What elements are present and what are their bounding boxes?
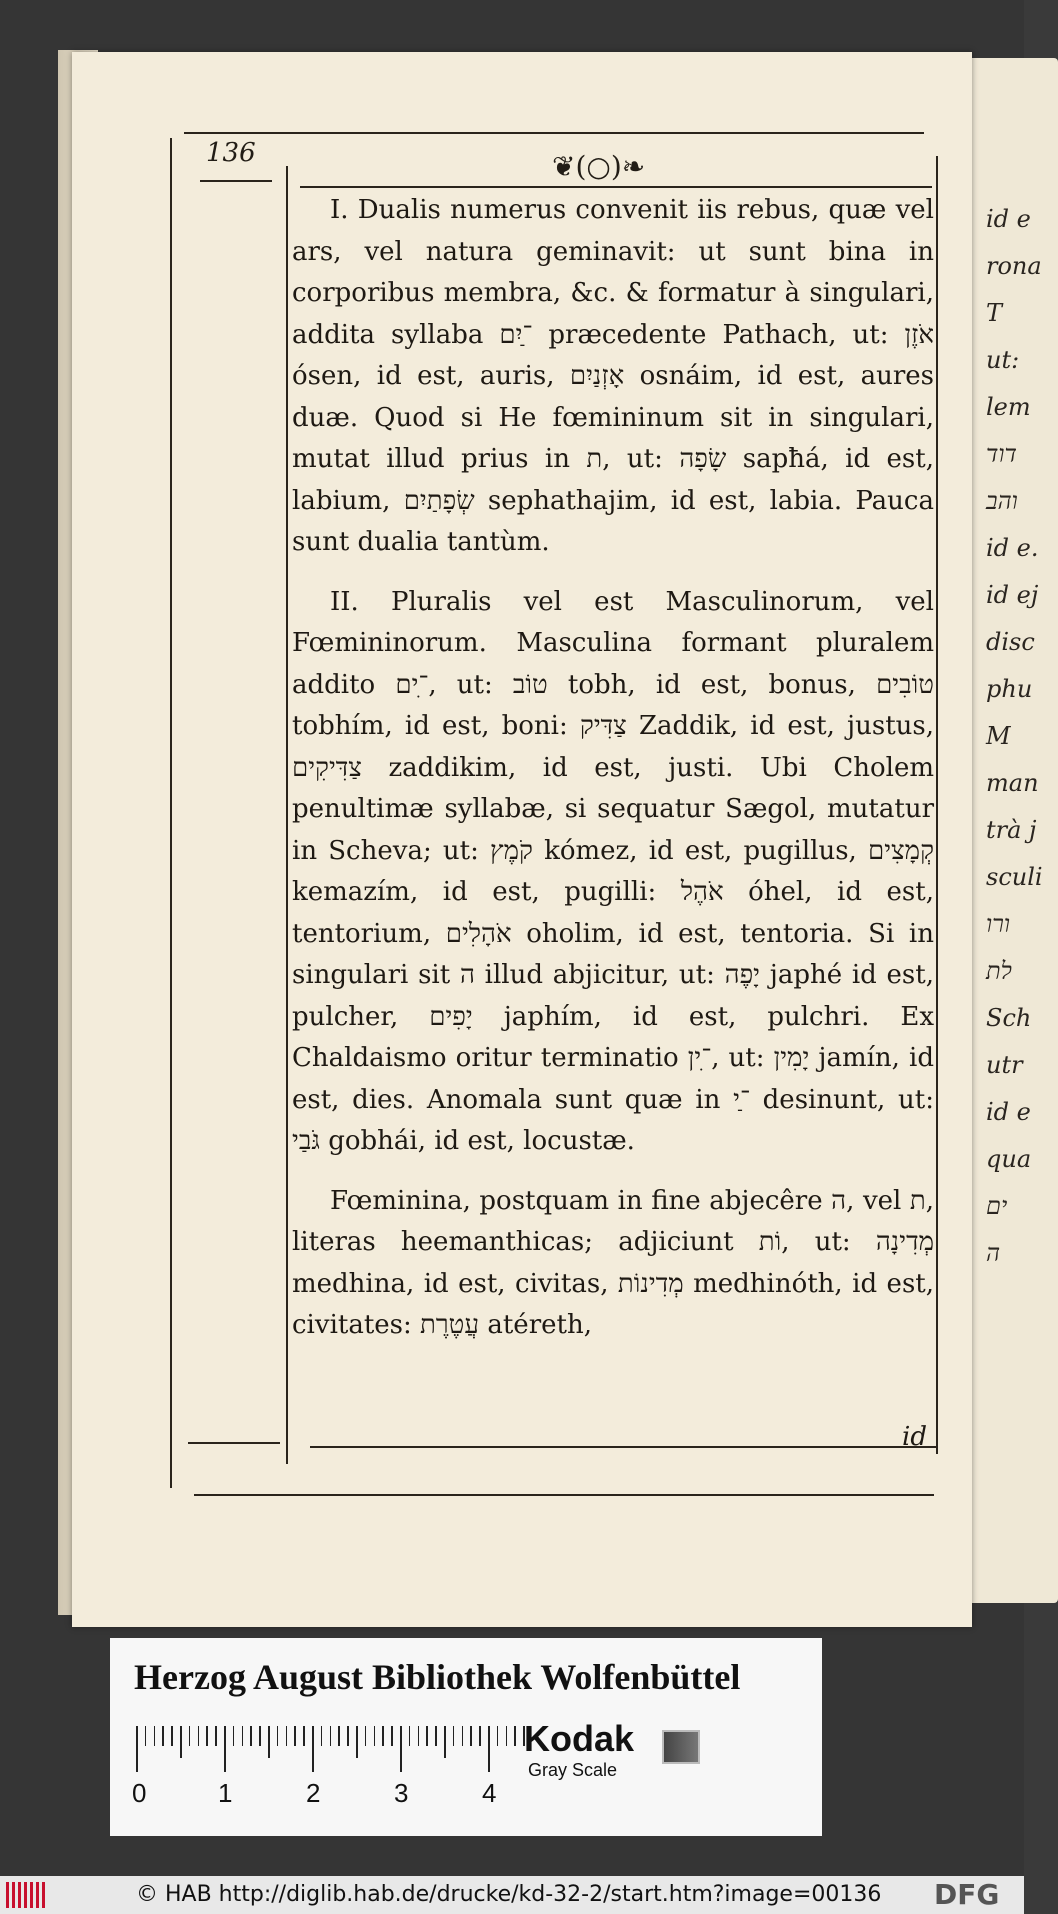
- header-ornament: ❦(○)❧: [552, 150, 646, 183]
- facing-page-fragment: utr: [986, 1051, 1023, 1079]
- paragraph-pluralis: II. Pluralis vel est Masculinorum, vel Fœmininorum. Masculina formant pluralem addito ־ִים, ut: טוֹב tobh, id est, bonus, טוֹבִים tobhím, id est, boni: צַדִּיק Zaddik, id est, justus, צַדִּיקִים zaddikim, id est, justi. Ubi Cholem penultimæ syllabæ, si sequatur Sægol, mutatur in Scheva; ut: קֹמֶץ kómez, id est, pugillus, קְמָצִים kemazím, id est, pugilli: אֹהֶל óhel, id est, tentorium, אֹהָלִים oholim, id est, tentoria. Si in singulari sit ה illud abjicitur, ut: יָפֶה japhé id est, pulcher, יָפִים japhím, id est, pulchri. Ex Chaldaismo oritur terminatio ־ִין, ut: יָמִין jamín, id est, dies. Anomala sunt quæ in ־ַי desinunt, ut: גֹּבַי gobhái, id est, locustæ.: [292, 586, 935, 1156]
- ruler-tick: [180, 1726, 182, 1758]
- ruler-tick: [259, 1726, 261, 1746]
- ruler-tick: [409, 1726, 411, 1746]
- kodak-brand: Kodak: [524, 1718, 635, 1759]
- library-stamp-card: [110, 1638, 822, 1836]
- ruler-tick: [497, 1726, 499, 1746]
- ruler-tick: [330, 1726, 332, 1746]
- facing-page-fragment: והב: [986, 487, 1018, 515]
- ruler-number: 2: [306, 1778, 321, 1808]
- facing-page-fragment: Sch: [986, 1004, 1032, 1032]
- main-text: [292, 190, 934, 1355]
- paragraph-foeminina: Fœminina, postquam in fine abjecêre ה, vel ת, literas heemanthicas; adjiciunt וֹת, ut: מְדִינָה medhina, id est, civitas, מְדִינוֹת medhinóth, id est, civitates: עֲטֶרֶת atéreth,: [292, 1185, 935, 1340]
- ruler-tick: [162, 1726, 164, 1746]
- frame-left-rule: [170, 138, 172, 1488]
- ruler-tick: [338, 1726, 340, 1746]
- ruler-tick: [277, 1726, 279, 1746]
- ruler-tick: [154, 1726, 156, 1746]
- facing-page-fragment: id e: [986, 1098, 1031, 1126]
- facing-page-fragment: M: [986, 722, 1011, 750]
- ruler-tick: [189, 1726, 191, 1746]
- ruler-tick: [479, 1726, 481, 1746]
- facing-page-fragment: disc: [986, 628, 1035, 656]
- ruler-tick: [391, 1726, 393, 1746]
- ruler-tick: [303, 1726, 305, 1746]
- frame-right-rule: [936, 156, 938, 1454]
- ruler-tick: [470, 1726, 472, 1746]
- library-title: Herzog August Bibliothek Wolfenbüttel: [134, 1657, 741, 1697]
- ruler-tick: [418, 1726, 420, 1746]
- facing-page-fragment: id ej: [986, 581, 1039, 609]
- facing-page-fragment: trà j: [986, 816, 1037, 844]
- ruler-tick: [206, 1726, 208, 1746]
- ruler-tick: [435, 1726, 437, 1746]
- page-number: 136: [206, 138, 256, 168]
- facing-page-fragment: phu: [986, 675, 1033, 703]
- hab-logo-icon: [6, 1882, 46, 1908]
- ruler-tick: [321, 1726, 323, 1746]
- ruler-tick: [444, 1726, 446, 1758]
- ruler-tick: [382, 1726, 384, 1746]
- facing-page-fragment: id e: [986, 205, 1031, 233]
- ruler-tick: [198, 1726, 200, 1746]
- facing-page-fragment: rona: [986, 252, 1042, 280]
- frame-left-foot-rule: [188, 1442, 280, 1444]
- ruler-tick: [136, 1726, 138, 1772]
- ruler-number: 4: [482, 1778, 497, 1808]
- gray-scale-label: Gray Scale: [528, 1760, 618, 1780]
- ruler-tick: [426, 1726, 428, 1746]
- facing-page-fragment: man: [986, 769, 1039, 797]
- facing-page-fragment: qua: [986, 1145, 1032, 1173]
- facing-page-fragment: lem: [986, 393, 1031, 421]
- frame-inner-left-rule: [286, 166, 288, 1464]
- facing-page-fragment: sculi: [986, 863, 1043, 891]
- ruler-tick: [171, 1726, 173, 1746]
- ruler-tick: [514, 1726, 516, 1746]
- facing-page-fragment: ut:: [986, 346, 1020, 374]
- catchword: id: [902, 1422, 927, 1452]
- page-number-rule: [200, 180, 272, 182]
- ruler-tick: [312, 1726, 314, 1772]
- ruler-tick: [462, 1726, 464, 1746]
- ruler-tick: [215, 1726, 217, 1746]
- facing-page-fragment: ים: [986, 1192, 1008, 1220]
- frame-inner-top-rule: [300, 186, 932, 188]
- ruler-tick: [506, 1726, 508, 1746]
- footer-url-text[interactable]: © HAB http://diglib.hab.de/drucke/kd-32-2/start.htm?image=00136: [136, 1882, 882, 1907]
- ruler-tick: [224, 1726, 226, 1772]
- facing-page-fragment: ה: [986, 1239, 1001, 1267]
- ruler-tick: [233, 1726, 235, 1746]
- ruler-tick: [374, 1726, 376, 1746]
- facing-page-fragment: id e.: [986, 534, 1039, 562]
- ruler-tick: [242, 1726, 244, 1746]
- ruler-number: 1: [218, 1778, 233, 1808]
- ruler-tick: [453, 1726, 455, 1746]
- footer-bar: [0, 1876, 1024, 1914]
- ruler-tick: [488, 1726, 490, 1772]
- ruler-tick: [145, 1726, 147, 1746]
- facing-page-fragment: דוד: [986, 440, 1017, 468]
- ruler-tick: [268, 1726, 270, 1758]
- facing-page-fragment: לת: [986, 957, 1012, 985]
- ruler-number: 3: [394, 1778, 409, 1808]
- ruler-tick: [294, 1726, 296, 1746]
- ruler-tick: [356, 1726, 358, 1758]
- facing-page-fragment: ורו: [986, 910, 1011, 938]
- gray-swatch: [662, 1730, 700, 1764]
- paragraph-dualis: I. Dualis numerus convenit iis rebus, quæ vel ars, vel natura geminavit: ut sunt bina in corporibus membra, &c. & formatur à singulari, addita syllaba ־ַיִם præcedente Pathach, ut: אֹזֶן ósen, id est, auris, אָזְנַיִם osnáim, id est, aures duæ. Quod si He fœmininum sit in singulari, mutat illud prius in ת, ut: שָׂפָה sapħá, id est, labium, שְׂפָתַיִם sephathajim, id est, labia. Pauca sunt dualia tantùm.: [292, 195, 934, 557]
- dfg-logo: DFG: [934, 1878, 1000, 1911]
- ruler-tick: [347, 1726, 349, 1746]
- facing-page-fragment: T: [986, 299, 1003, 327]
- ruler-tick: [400, 1726, 402, 1772]
- ruler-tick: [286, 1726, 288, 1746]
- frame-top-rule: [184, 132, 924, 134]
- frame-bottom-inner-rule: [310, 1446, 938, 1448]
- ruler-number: 0: [132, 1778, 147, 1808]
- ruler-tick: [365, 1726, 367, 1746]
- ruler-tick: [250, 1726, 252, 1746]
- frame-bottom-rule: [194, 1494, 934, 1496]
